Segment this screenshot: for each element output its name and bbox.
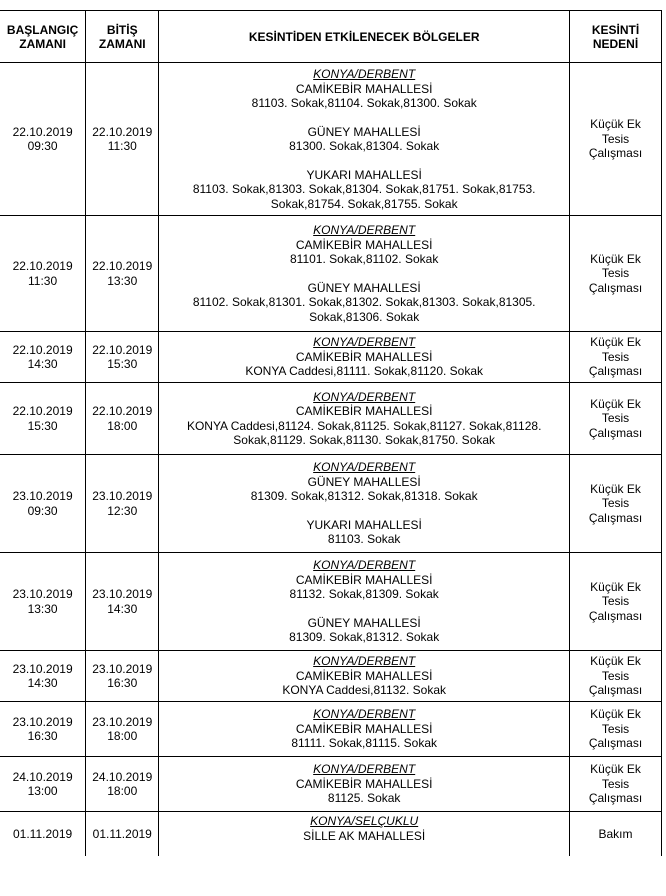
street-list: Sokak,81306. Sokak [309,309,420,324]
start-cell [0,651,86,702]
street-list: Sokak,81754. Sokak,81755. Sokak [270,196,458,211]
start-date: 22.10.2019 [12,404,73,418]
reason-text: Küçük Ek [590,762,641,777]
affected-areas-cell [159,702,570,757]
start-time: 14:30 [27,357,58,371]
end-header-line2: ZAMANI [98,36,146,51]
end-cell [86,383,159,455]
reason-text: Bakım [598,826,633,841]
end-cell [86,63,159,216]
street-list: 81101. Sokak,81102. Sokak [290,252,439,266]
neighborhood-name: CAMİKEBİR MAHALLESİ [295,721,433,736]
end-date: 23.10.2019 [92,714,153,729]
end-date: 22.10.2019 [92,124,153,139]
start-date: 23.10.2019 [12,714,73,729]
neighborhood-name: GÜNEY MAHALLESİ [307,280,421,295]
reason-text: Çalışması [588,736,643,751]
reason-text: Çalışması [588,280,643,295]
table-row [0,332,662,383]
start-time: 14:30 [27,676,58,690]
reason-text: Tesis [601,349,630,364]
affected-areas-cell [159,553,570,651]
start-cell [0,757,86,812]
region-name: KONYA/DERBENT [313,654,416,669]
table-row [0,216,662,332]
start-cell [0,383,86,455]
neighborhood-name: CAMİKEBİR MAHALLESİ [295,572,433,587]
start-time: 13:30 [27,601,58,616]
start-date: 22.10.2019 [12,259,73,273]
end-time: 15:30 [107,357,138,371]
reason-cell [570,63,662,216]
header-row [0,11,662,63]
start-time-header [0,11,86,63]
region-name: KONYA/DERBENT [313,389,416,404]
street-list: 81103. Sokak,81303. Sokak,81304. Sokak,81751. Sokak,81753. [192,182,536,196]
reason-text: Çalışması [588,791,643,806]
end-cell [86,651,159,702]
reason-text: Tesis [601,411,630,426]
region-name: KONYA/DERBENT [313,460,416,475]
reason-text: Tesis [601,668,630,683]
reason-cell [570,455,662,553]
reason-text: Küçük Ek [590,117,641,132]
start-cell [0,455,86,553]
table-row [0,455,662,553]
outage-table [0,10,662,856]
end-time: 11:30 [107,139,137,153]
reason-header-line1: KESİNTİ [591,22,640,37]
end-cell [86,757,159,812]
neighborhood-name: CAMİKEBİR MAHALLESİ [295,349,433,364]
end-date: 23.10.2019 [92,489,153,503]
start-time: 16:30 [27,729,58,743]
reason-text: Küçük Ek [590,251,641,266]
start-date: 01.11.2019 [13,826,73,841]
end-cell [86,553,159,651]
end-time: 12:30 [107,503,138,518]
end-date: 01.11.2019 [92,826,152,841]
reason-text: Çalışması [588,510,643,525]
reason-text: Tesis [601,131,630,146]
start-header-line1: BAŞLANGIÇ [6,22,79,37]
start-date: 22.10.2019 [12,342,73,357]
group-spacer [161,602,567,616]
end-header-line1: BİTİŞ [106,22,138,37]
affected-areas-cell [159,216,570,332]
table-row [0,702,662,757]
affected-areas-header: KESİNTİDEN ETKİLENECEK BÖLGELER [159,11,570,63]
affected-areas-cell [159,757,570,812]
table-row [0,383,662,455]
table-row [0,63,662,216]
street-list: KONYA Caddesi,81111. Sokak,81120. Sokak [245,364,484,379]
reason-cell [570,332,662,383]
start-time: 13:00 [27,784,58,798]
reason-text: Çalışması [588,608,643,623]
street-list: KONYA Caddesi,81132. Sokak [282,683,446,698]
neighborhood-name: YUKARI MAHALLESİ [306,167,422,182]
reason-text: Küçük Ek [590,707,641,722]
start-header-line2: ZAMANI [19,36,66,51]
group-spacer [161,154,567,168]
affected-areas-cell [159,455,570,553]
table-row [0,757,662,812]
group-spacer [161,267,567,281]
reason-cell [570,553,662,651]
reason-cell [570,702,662,757]
affected-areas-cell [159,63,570,216]
affected-areas-cell [159,651,570,702]
end-cell [86,812,159,856]
start-time: 11:30 [28,273,58,288]
reason-text: Tesis [601,496,630,511]
group-spacer [161,111,567,125]
street-list: 81102. Sokak,81301. Sokak,81302. Sokak,81303. Sokak,81305. [192,295,536,309]
start-cell [0,553,86,651]
region-name: KONYA/DERBENT [313,762,416,777]
street-list: KONYA Caddesi,81124. Sokak,81125. Sokak,81127. Sokak,81128. [186,418,542,433]
start-time: 15:30 [27,418,58,433]
end-time: 16:30 [107,676,138,690]
reason-cell [570,757,662,812]
region-name: KONYA/DERBENT [313,707,416,722]
end-date: 22.10.2019 [92,404,153,418]
reason-text: Küçük Ek [590,481,641,496]
table-row [0,812,662,856]
street-list: 81300. Sokak,81304. Sokak [289,139,440,153]
neighborhood-name: SİLLE AK MAHALLESİ [303,828,426,843]
reason-text: Tesis [601,594,630,609]
street-list: 81111. Sokak,81115. Sokak [291,736,437,751]
table-row [0,651,662,702]
start-time: 09:30 [27,139,58,153]
neighborhood-name: GÜNEY MAHALLESİ [307,615,421,630]
street-list: 81309. Sokak,81312. Sokak,81318. Sokak [250,489,478,504]
region-name: KONYA/DERBENT [313,67,416,81]
group-spacer [161,504,567,518]
start-date: 24.10.2019 [12,769,73,784]
reason-header-line2: NEDENİ [592,36,639,51]
start-date: 23.10.2019 [12,661,73,676]
reason-text: Çalışması [588,683,643,698]
end-cell [86,332,159,383]
neighborhood-name: GÜNEY MAHALLESİ [307,124,421,139]
start-cell [0,332,86,383]
neighborhood-name: CAMİKEBİR MAHALLESİ [295,404,433,418]
end-time: 14:30 [107,601,138,616]
affected-areas-cell [159,332,570,383]
neighborhood-name: YUKARI MAHALLESİ [306,517,422,532]
reason-text: Çalışması [588,146,643,161]
table-row [0,553,662,651]
reason-text: Çalışması [588,364,643,379]
end-time-header [86,11,159,63]
end-cell [86,702,159,757]
reason-text: Küçük Ek [590,396,641,411]
start-cell [0,812,86,856]
street-list: 81125. Sokak [327,791,401,806]
reason-cell [570,651,662,702]
reason-text: Tesis [601,266,630,281]
street-list: 81309. Sokak,81312. Sokak [289,630,440,645]
reason-text: Küçük Ek [590,579,641,594]
reason-text: Tesis [601,721,630,736]
start-cell [0,216,86,332]
neighborhood-name: GÜNEY MAHALLESİ [307,474,421,489]
reason-cell [570,383,662,455]
affected-areas-cell [159,383,570,455]
region-name: KONYA/DERBENT [313,558,416,573]
street-list: 81103. Sokak,81104. Sokak,81300. Sokak [251,96,477,110]
reason-cell [570,216,662,332]
end-date: 23.10.2019 [92,661,153,676]
end-time: 18:00 [107,729,138,743]
street-list: 81132. Sokak,81309. Sokak [289,587,439,602]
start-date: 23.10.2019 [12,587,73,601]
region-name: KONYA/SELÇUKLU [310,814,419,828]
table-body [0,63,662,856]
start-time: 09:30 [27,503,58,518]
neighborhood-name: CAMİKEBİR MAHALLESİ [295,237,433,252]
street-list: 81103. Sokak [327,532,401,547]
reason-text: Küçük Ek [590,335,641,350]
neighborhood-name: CAMİKEBİR MAHALLESİ [295,776,433,791]
end-time: 13:30 [107,273,138,288]
end-time: 18:00 [107,418,138,433]
neighborhood-name: CAMİKEBİR MAHALLESİ [295,668,433,683]
reason-text: Tesis [601,776,630,791]
affected-areas-cell [159,812,570,856]
end-date: 22.10.2019 [92,259,153,273]
outage-schedule [0,10,662,856]
start-cell [0,702,86,757]
end-cell [86,216,159,332]
end-date: 22.10.2019 [92,342,153,357]
start-date: 23.10.2019 [12,489,73,503]
end-date: 23.10.2019 [92,587,153,601]
end-cell [86,455,159,553]
reason-text: Çalışması [588,425,643,440]
region-name: KONYA/DERBENT [313,223,416,237]
reason-header [570,11,662,63]
neighborhood-name: CAMİKEBİR MAHALLESİ [295,81,433,96]
start-cell [0,63,86,216]
end-date: 24.10.2019 [92,769,153,784]
start-date: 22.10.2019 [12,124,73,139]
street-list: Sokak,81129. Sokak,81130. Sokak,81750. Sokak [233,433,496,447]
region-name: KONYA/DERBENT [313,335,416,350]
reason-cell [570,812,662,856]
reason-text: Küçük Ek [590,654,641,669]
end-time: 18:00 [107,784,138,798]
